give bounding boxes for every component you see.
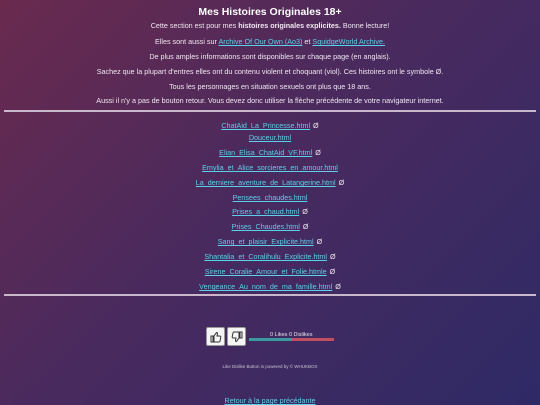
file-item xyxy=(0,222,540,231)
file-item xyxy=(0,282,540,291)
explicit-mark: Ø xyxy=(335,282,341,291)
intro-line-3: De plus amples informations sont disponibles sur chaque page (en anglais). xyxy=(149,52,391,61)
intro-line-2 xyxy=(0,37,540,46)
thumbs-up-icon xyxy=(210,331,222,343)
file-link[interactable]: Vengeance_Au_nom_de_ma_famille.html xyxy=(199,282,333,291)
like-ratio-bar xyxy=(249,338,334,341)
file-item xyxy=(0,193,540,202)
intro-line-4: Sachez que la plupart d'entres elles ont du contenu violent et choquant (viol). Ces histoires ont le symbole Ø. xyxy=(96,67,444,76)
file-link[interactable]: Elian_Elisa_ChatAid_VF.html xyxy=(219,148,313,157)
explicit-mark: Ø xyxy=(330,252,336,261)
thumbs-down-icon xyxy=(231,331,243,343)
file-item xyxy=(0,207,540,216)
file-item xyxy=(0,148,540,157)
file-item xyxy=(0,252,540,261)
file-link[interactable]: Prises_a_chaud.html xyxy=(232,207,300,216)
intro-text: Cette section est pour mes xyxy=(150,21,239,30)
explicit-mark: Ø xyxy=(302,207,308,216)
powered-by: Like Dislike Button is powered by © WHUKBOX xyxy=(222,364,318,369)
explicit-mark: Ø xyxy=(338,178,345,187)
dislike-button[interactable] xyxy=(227,327,246,346)
ao3-link[interactable]: Archive Of Our Own (Ao3) xyxy=(218,37,303,46)
file-item xyxy=(0,178,540,187)
divider-top xyxy=(4,110,536,112)
file-item xyxy=(0,121,540,130)
page-title: Mes Histoires Originales 18+ xyxy=(198,6,342,18)
like-button[interactable] xyxy=(206,327,225,346)
explicit-mark: Ø xyxy=(302,222,309,231)
file-item xyxy=(0,163,540,172)
file-link[interactable]: Sirene_Coralie_Amour_et_Folie.htmle xyxy=(204,267,327,276)
file-link[interactable]: Douceur.html xyxy=(248,133,292,142)
intro-bold: histoires originales explicites. xyxy=(238,21,341,30)
intro-text: Elles sont aussi sur xyxy=(154,37,219,46)
file-link[interactable]: Shantalia_et_Coralihulu_Explicite.html xyxy=(204,252,328,261)
intro-line-1 xyxy=(0,21,540,30)
file-link[interactable]: Sang_et_plaisir_Explicite.html xyxy=(217,237,314,246)
file-link[interactable]: ChatAid_La_Princesse.html xyxy=(221,121,311,130)
file-link[interactable]: La_derniere_aventure_de_Latangerine.html xyxy=(195,178,336,187)
like-ratio-fill xyxy=(249,338,292,341)
explicit-mark: Ø xyxy=(313,121,319,130)
file-item xyxy=(0,267,540,276)
file-link[interactable]: Prises_Chaudes.html xyxy=(231,222,300,231)
file-link[interactable]: Emylia_et_Alice_sorcieres_en_amour.html xyxy=(202,163,338,172)
like-counts: 0 Likes 0 Dislikes xyxy=(270,332,313,338)
explicit-mark: Ø xyxy=(329,267,336,276)
back-link-row xyxy=(0,396,540,405)
intro-line-6: Aussi il n'y a pas de bouton retour. Vous devez donc utiliser la flèche précédente de votre navigateur internet. xyxy=(96,96,444,105)
file-link[interactable]: Pensees_chaudes.html xyxy=(232,193,308,202)
intro-text: et xyxy=(302,37,313,46)
squidgeworld-link[interactable]: SquidgeWorld Archive. xyxy=(312,37,385,46)
divider-bottom xyxy=(4,294,536,296)
explicit-mark: Ø xyxy=(315,148,321,157)
file-item xyxy=(0,237,540,246)
intro-text: Bonne lecture! xyxy=(340,21,390,30)
back-link[interactable]: Retour à la page précédante xyxy=(224,396,316,405)
intro-line-5: Tous les personnages en situation sexuels ont plus que 18 ans. xyxy=(169,82,371,91)
explicit-mark: Ø xyxy=(316,237,323,246)
file-item xyxy=(0,133,540,142)
